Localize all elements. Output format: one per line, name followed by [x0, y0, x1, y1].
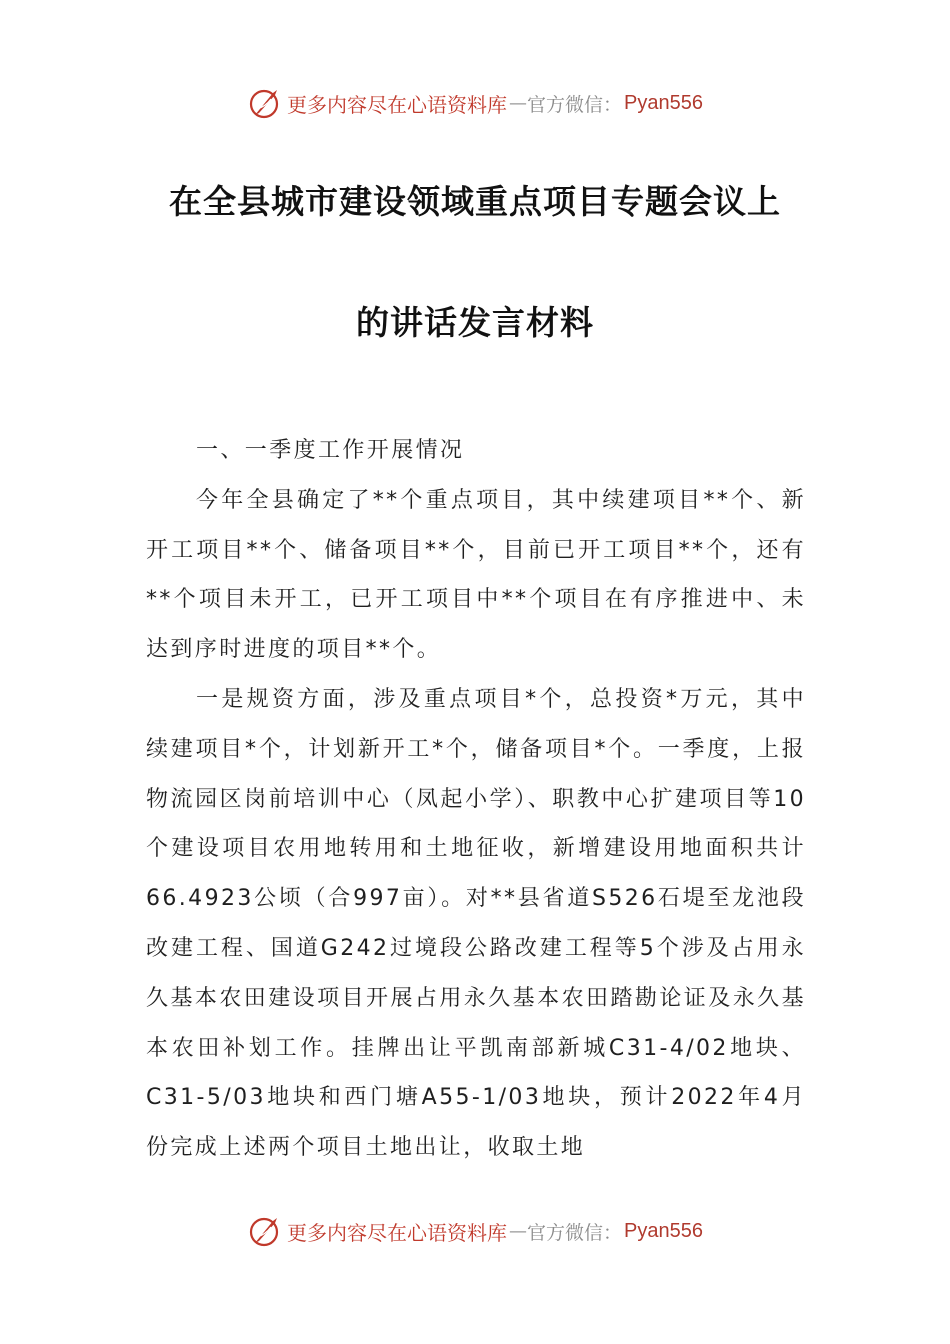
watermark-banner-top	[0, 78, 950, 128]
paragraph-overview: 今年全县确定了**个重点项目，其中续建项目**个、新开工项目**个、储备项目**个，目前已开工项目**个，还有**个项目未开工，已开工项目中**个项目在有序推进中、未达到序时进度的项目**个。	[146, 487, 806, 663]
watermark-dash: —	[509, 1220, 525, 1242]
document-title-line2: 的讲话发言材料	[356, 303, 594, 342]
watermark-wechat-label: 官方微信：	[527, 1221, 623, 1244]
watermark-dash: —	[509, 92, 525, 114]
watermark-wechat-id: Pyan556	[624, 1219, 703, 1242]
watermark-banner-bottom	[0, 1206, 950, 1256]
document-body	[146, 426, 806, 1173]
watermark-wechat-label: 官方微信：	[527, 93, 623, 116]
section-heading: 一、一季度工作开展情况	[196, 438, 465, 463]
watermark-slogan: 更多内容尽在心语资料库	[287, 1220, 507, 1245]
quill-pen-icon	[247, 85, 283, 121]
document-title-line1: 在全县城市建设领域重点项目专题会议上	[169, 182, 781, 221]
watermark-wechat-id: Pyan556	[624, 91, 703, 114]
watermark-slogan: 更多内容尽在心语资料库	[287, 92, 507, 117]
paragraph-planning-resources: 一是规资方面，涉及重点项目*个，总投资*万元，其中续建项目*个，计划新开工*个，储备项目*个。一季度，上报物流园区岗前培训中心（凤起小学）、职教中心扩建项目等10个建设项目农用地转用和土地征收，新增建设用地面积共计66.4923公顷（合997亩）。对**县省道S526石堤至龙池段改建工程、国道G242过境段公路改建工程等5个涉及占用永久基本农田建设项目开展占用永久基本农田踏勘论证及永久基本农田补划工作。挂牌出让平凯南部新城C31-4/02地块、C31-5/03地块和西门塘A55-1/03地块，预计2022年4月份完成上述两个项目土地出让，收取土地	[146, 686, 806, 1161]
quill-pen-icon	[247, 1213, 283, 1249]
